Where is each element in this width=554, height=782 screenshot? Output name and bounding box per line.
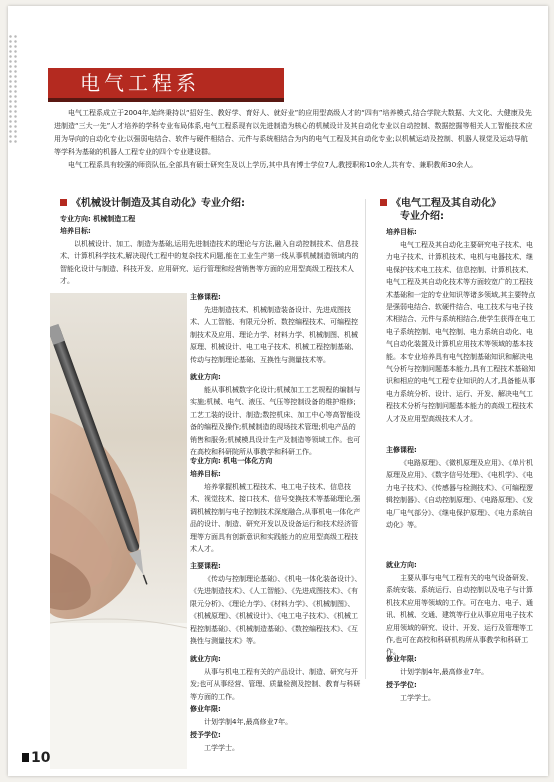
- page-number: [22, 750, 50, 766]
- direction-2-label: 专业方向:: [190, 457, 221, 465]
- degree-text: 工学学士。: [204, 744, 239, 752]
- right-goal-label: 培养目标:: [386, 228, 417, 236]
- job-text: 能从事机械数字化设计;机械加工工艺规程的编制与实施;机械、电气、液压、气压等控制设备的维护维修;工艺工装的设计、制造;数控机床、加工中心等高智能设备的编程及操作;机械制造的现场技术管理;机电产品的销售和服务;机械模具设计生产及制造等领域工作。也可在高校和科研院所从事教学和科研工作。: [190, 386, 361, 457]
- right-degree-label: 授予学位:: [386, 681, 417, 689]
- job-label: 就业方向:: [190, 373, 221, 381]
- goal-text: 以机械设计、加工、制造为基础,运用先进制造技术的理论与方法,融入自动控制技术、信息技术、计算机科学技术,解决现代工程中的复杂技术问题,能在工业生产第一线从事机械制造领域内的智能化设计与制造、科技开发、应用研究、运行管理和经营销售等方面的应用型高级工程技术人才。: [60, 240, 359, 286]
- direction-value: 机械制造工程: [93, 215, 136, 223]
- electrical-major-heading: [380, 197, 540, 210]
- hand-with-pen-illustration: [50, 293, 187, 769]
- course-2-label: 主要课程:: [190, 562, 221, 570]
- right-job-label: 就业方向:: [386, 561, 417, 569]
- major-direction-1: [60, 214, 135, 225]
- magazine-page: [8, 6, 548, 776]
- job-2-label: 就业方向:: [190, 655, 221, 663]
- direction-label: 专业方向:: [60, 215, 91, 223]
- years-text: 计划学制4年,最高修业7年。: [204, 718, 293, 726]
- goal-label: 培养目标:: [60, 227, 91, 235]
- page-number-text: 10: [31, 750, 51, 766]
- goal-2-text: 培养掌握机械工程技术、电工电子技术、信息技术、视觉技术、接口技术、信号变换技术等基础理论,强调机械控制与电子控制技术深度融合,从事机电一体化产品的设计、制造、研究开发以及设备运行和技术经济管理等方面具有创新意识和实践能力的应用型高级工程技术人才。: [190, 483, 361, 554]
- course-text: 先进制造技术、机械制造装备设计、先进成图技术、人工智能、有限元分析、数控编程技术、可编程控制技术及应用、理论力学、材料力学、机械制图、机械原理、机械设计、电工电子技术、机械工程控制基础、传动与控制理论基础、互换性与测量技术等。: [190, 306, 358, 364]
- intro-paragraph-2: 电气工程系具有较强的师资队伍,全部具有硕士研究生及以上学历,其中具有博士学位7人,教授职称10余人,共有专、兼职教师30余人。: [68, 161, 478, 169]
- right-years-text: 计划学制4年,最高修业7年。: [400, 668, 489, 676]
- mechanical-major-heading: [60, 197, 360, 210]
- title-underline: [48, 98, 284, 102]
- years-label: 修业年限:: [190, 705, 221, 713]
- right-job-text: 主要从事与电气工程有关的电气设备研发、系统安装、系统运行、自动控制以及电子与计算机技术应用等领域的工作。可在电力、电子、通讯、机械、交通、建筑等行业从事应用电子技术应用领域的研究、设计、开发、运行及管理等工作,也可在高校和科研机构所从事教学和科研工作。: [386, 574, 533, 657]
- course-2-text: 《传动与控制理论基础》、《机电一体化装备设计》、《先进制造技术》、《人工智能》、《先进成图技术》、《有限元分析》、《理论力学》、《材料力学》、《机械制图》、《机械原理》、《机械设计》、《电工电子技术》、《机械工程控制基础》、《机械制造基础》、《数控编程技术》、《互换性与测量技术》等。: [190, 575, 362, 646]
- right-years-label: 修业年限:: [386, 655, 417, 663]
- heading-square-icon: [380, 199, 387, 206]
- electrical-major-heading-line2: 专业介绍:: [400, 211, 444, 222]
- right-goal-text: 电气工程及其自动化主要研究电子技术、电力电子技术、计算机技术、电机与电器技术、继电保护技术电工技术、信息控制、计算机技术、电气工程及其自动化技术等方面较宽广的工程技术基础和一定的专业知识等诸多领域,其主要特点是强弱电结合、软硬件结合、电工技术与电子技术相结合、元件与系统相结合,使学生获得在电工电子系统控制、电气控制、电力系统自动化、电气自动化装置及计算机应用技术等领域的基本技能。本专业培养具有电气控制基础知识和解决电气分析与控制问题基本能力,具有工程技术基础知识和相应的电气工程专业知识的人才,具备能从事电力系统分析、设计、运行、开发、解决电气工程技术分析与控制问题基本能力的高级工程技术人才及应用型高级技术人才。: [386, 241, 536, 423]
- electrical-major-heading-line1: 《电气工程及其自动化》: [391, 198, 501, 209]
- right-degree-text: 工学学士。: [400, 694, 435, 702]
- column-divider: [365, 199, 366, 679]
- right-course-label: 主修课程:: [386, 446, 417, 454]
- job-2-text: 从事与机电工程有关的产品设计、制造、研究与开发;也可从事经营、管理、质量检测及控制、教育与科研等方面的工作。: [190, 668, 361, 701]
- course-label: 主修课程:: [190, 293, 221, 301]
- degree-label: 授予学位:: [190, 731, 221, 739]
- section-title: 电气工程系: [80, 71, 200, 95]
- goal-2-label: 培养目标:: [190, 470, 221, 478]
- right-course-text: 《电路原理》、《微机原理及应用》、《单片机原理及应用》、《数字信号处理》、《电机学》、《电力电子技术》、《传感器与检测技术》、《可编程逻辑控制器》、《自动控制原理》、《电路原理》、《发电厂电气部分》、《继电保护原理》、《电力系统自动化》等。: [386, 459, 533, 530]
- intro-paragraph-1: 电气工程系成立于2004年,始终秉持以“招好生、教好学、育好人、就好业”的应用型高级人才的“四有”培养模式,结合学院大数据、大文化、大健康及先进制造“三大一先”人才培养的学科专业布局体系,电气工程系现有以先进制造为核心的机械设计及其自动化专业以自动控制、数据挖掘等相关人工智能技术应用为导向的自动化专业;以强弱电结合、软件与硬件相结合、元件与系统相结合为内的电气工程及其自动化专业;以机械运动及控制、机器人视觉及运动导航等学科为基础的机器人工程专业的四个专业建设群。: [54, 109, 533, 156]
- decorative-dot-strip: [8, 34, 18, 144]
- pen-writing-photo: [50, 293, 187, 769]
- intro-block: [54, 107, 534, 172]
- section-title-banner: [48, 68, 284, 98]
- mechanical-major-heading-text: 《机械设计制造及其自动化》专业介绍:: [71, 198, 245, 209]
- major-direction-2: [190, 456, 272, 467]
- direction-2-value: 机电一体化方向: [223, 457, 273, 465]
- heading-square-icon: [60, 199, 67, 206]
- page-number-square-icon: [22, 753, 29, 762]
